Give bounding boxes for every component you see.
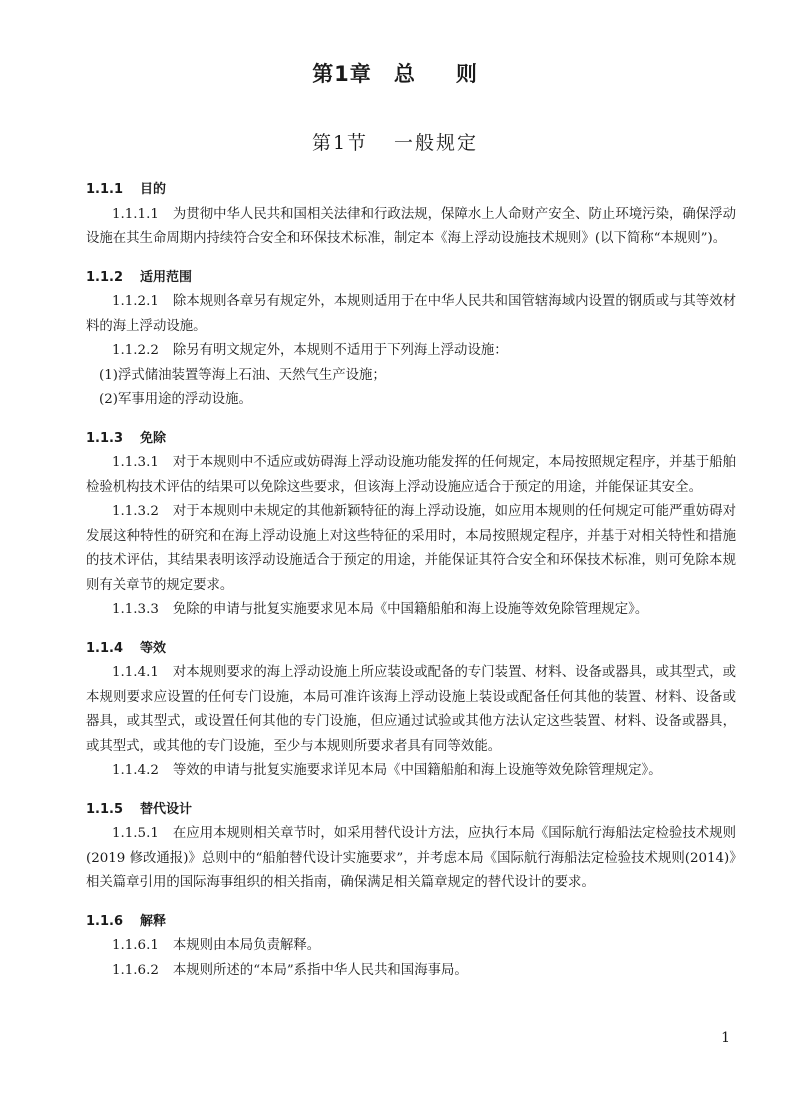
subsection-title: 适用范围 xyxy=(140,269,193,285)
subsection-heading xyxy=(86,178,736,203)
paragraph-number: 1.1.4.1 xyxy=(112,665,159,680)
paragraph-text: 免除的申请与批复实施要求见本局《中国籍船舶和海上设施等效免除管理规定》。 xyxy=(172,602,649,617)
subsection-title: 目的 xyxy=(140,182,167,197)
paragraph-text: 除另有明文规定外，本规则不适用于下列海上浮动设施： xyxy=(172,343,508,358)
chapter-label: 第1章 xyxy=(312,62,372,86)
paragraph-number: 1.1.1.1 xyxy=(112,206,159,222)
paragraph-text: (1)浮式储油装置等海上石油、天然气生产设施； xyxy=(99,367,386,383)
paragraph-text: 对于本规则中未规定的其他新颖特征的海上浮动设施，如应用本规则的任何规定可能严重妨碍对发展这种特性的研究和在海上浮动设施上对这些特征的采用时，本局按照规定程序，并基于对相关特性和措施的技术评估，其结果表明该浮动设施适合于预定的用途，并能保证其符合安全和环保技术标准，则可免除本规则有关章节的规定要求。 xyxy=(86,504,736,593)
paragraph xyxy=(86,822,736,896)
chapter-title-b: 则 xyxy=(455,62,478,86)
paragraph-number: 1.1.6.2 xyxy=(112,962,159,978)
paragraph xyxy=(86,500,736,598)
section-title xyxy=(0,128,790,155)
paragraph-text: 在应用本规则相关章节时，如采用替代设计方法，应执行本局《国际航行海船法定检验技术规则(2019 修改通报)》总则中的“船舶替代设计实施要求”，并考虑本局《国际航行海船法定检验技术规则(2014)》相关篇章引用的国际海事组织的相关指南，确保满足相关篇章规定的替代设计的要求。 xyxy=(86,826,736,890)
paragraph xyxy=(86,959,736,984)
subsection-number: 1.1.2 xyxy=(86,269,124,285)
chapter-title-a: 总 xyxy=(393,62,416,86)
subsection-heading xyxy=(86,266,736,291)
paragraph xyxy=(86,598,736,623)
paragraph xyxy=(86,759,736,784)
section-heading: 一般规定 xyxy=(394,132,479,154)
paragraph xyxy=(86,388,736,413)
subsection-heading xyxy=(86,798,736,823)
paragraph xyxy=(86,339,736,364)
paragraph-number: 1.1.5.1 xyxy=(112,826,159,841)
paragraph-text: 为贯彻中华人民共和国相关法律和行政法规，保障水上人命财产安全、防止环境污染，确保浮动设施在其生命周期内持续符合安全和环保技术标准，制定本《海上浮动设施技术规则》(以下简称“本规则”)。 xyxy=(86,206,736,246)
paragraph xyxy=(86,290,736,339)
subsection-heading xyxy=(86,637,736,662)
paragraph-number: 1.1.4.2 xyxy=(112,763,159,778)
paragraph-text: 本规则由本局负责解释。 xyxy=(172,938,321,953)
paragraph-number: 1.1.3.3 xyxy=(112,602,159,617)
paragraph-text: 对本规则要求的海上浮动设施上所应装设或配备的专门装置、材料、设备或器具，或其型式，或本规则要求应设置的任何专门设施，本局可准许该海上浮动设施上装设或配备任何其他的装置、材料、设备或器具，或其型式，或设置任何其他的专门设施，但应通过试验或其他方法认定这些装置、材料、设备或器具，或其型式，或其他的专门设施，至少与本规则所要求者具有同等效能。 xyxy=(86,665,736,754)
paragraph-text: (2)军事用途的浮动设施。 xyxy=(99,392,252,407)
subsection-heading xyxy=(86,910,736,935)
paragraph xyxy=(86,364,736,389)
paragraph-number: 1.1.2.1 xyxy=(112,294,159,309)
paragraph-number: 1.1.6.1 xyxy=(112,938,159,953)
subsection-number: 1.1.1 xyxy=(86,182,124,197)
paragraph-number: 1.1.2.2 xyxy=(112,343,159,358)
paragraph xyxy=(86,934,736,959)
subsection-title: 替代设计 xyxy=(140,801,193,817)
subsection-number: 1.1.5 xyxy=(86,801,124,817)
paragraph xyxy=(86,451,736,500)
subsection-title: 解释 xyxy=(140,913,167,929)
paragraph xyxy=(86,661,736,759)
paragraph xyxy=(86,203,736,252)
body-text xyxy=(86,178,736,983)
subsection-number: 1.1.4 xyxy=(86,640,124,656)
chapter-title xyxy=(0,58,790,88)
paragraph-text: 除本规则各章另有规定外，本规则适用于在中华人民共和国管辖海域内设置的钢质或与其等效材料的海上浮动设施。 xyxy=(86,294,736,334)
paragraph-number: 1.1.3.1 xyxy=(112,455,159,470)
paragraph-text: 等效的申请与批复实施要求详见本局《中国籍船舶和海上设施等效免除管理规定》。 xyxy=(172,763,662,778)
subsection-heading xyxy=(86,427,736,452)
page-number: 1 xyxy=(721,1030,730,1046)
paragraph-number: 1.1.3.2 xyxy=(112,504,159,519)
section-label: 第1节 xyxy=(311,132,369,154)
paragraph-text: 对于本规则中不适应或妨碍海上浮动设施功能发挥的任何规定，本局按照规定程序，并基于船舶检验机构技术评估的结果可以免除这些要求，但该海上浮动设施应适合于预定的用途，并能保证其安全。 xyxy=(86,455,736,495)
subsection-title: 等效 xyxy=(140,640,167,656)
subsection-number: 1.1.6 xyxy=(86,913,124,929)
subsection-number: 1.1.3 xyxy=(86,430,124,446)
subsection-title: 免除 xyxy=(140,430,167,446)
paragraph-text: 本规则所述的“本局”系指中华人民共和国海事局。 xyxy=(172,962,468,978)
